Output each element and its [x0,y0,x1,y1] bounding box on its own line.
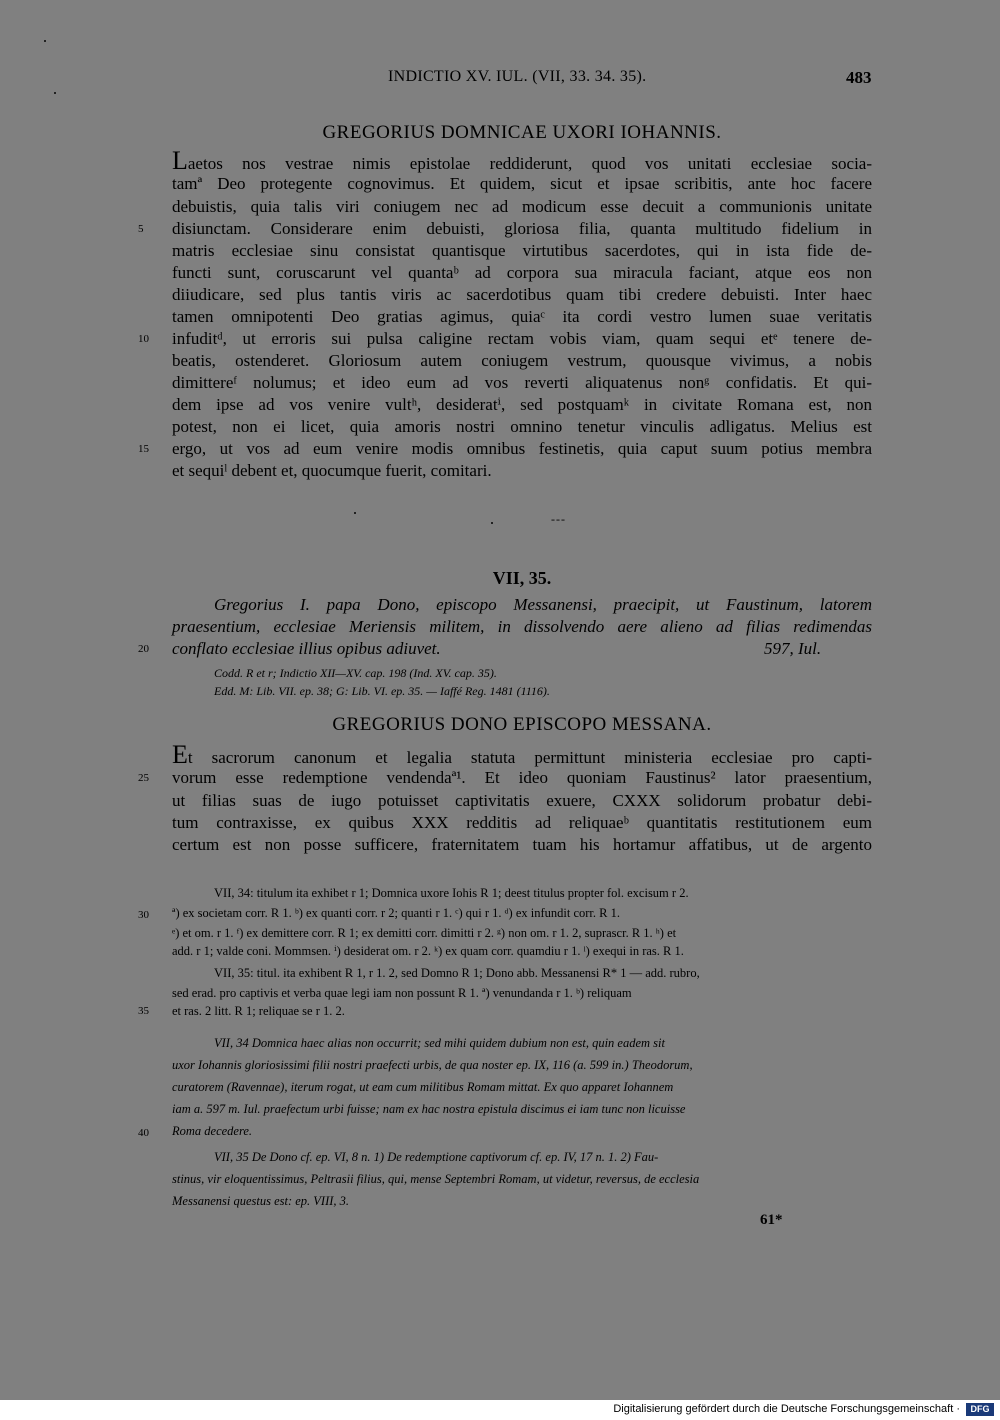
body-line: certum est non posse sufficere, fraternitatem tuam his hortamur affatibus, ut de argento [172,835,872,854]
apparatus-line: et ras. 2 litt. R 1; reliquae se r 1. 2. [172,1004,345,1018]
commentary-line: VII, 35 De Dono cf. ep. VI, 8 n. 1) De redemptione captivorum cf. ep. IV, 17 n. 1. 2) Fau- [214,1150,659,1164]
commentary-line: Messanensi questus est: ep. VIII, 3. [172,1194,350,1208]
summary-line: conflato ecclesiae illius opibus adiuvet. [172,639,441,658]
commentary-line: curatorem (Ravennae), iterum rogat, ut eam cum militibus Romam mittat. Ex quo apparet Iohannem [172,1080,674,1094]
running-header: INDICTIO XV. IUL. (VII, 33. 34. 35). [388,68,647,85]
letter-title: GREGORIUS DONO EPISCOPO MESSANA. [332,714,712,735]
body-line: beatis, ostenderet. Gloriosum autem coniugem vestrum, quousque vivimus, a nobis [172,351,872,370]
body-line: Laetos nos vestrae nimis epistolae reddiderunt, quod vos unitati ecclesiae socia- [172,146,872,175]
scan-speck [491,522,493,524]
body-line: disiunctam. Considerare enim debuisti, gloriosa filia, quanta multitudo fidelium in [172,219,872,238]
drop-cap: E [172,740,188,769]
line-number: 25 [138,772,149,784]
scan-speck [354,512,356,514]
line-number: 10 [138,333,149,345]
body-line: functi sunt, coruscarunt vel quantaᵇ ad corpora sua miracula faciant, atque eos non [172,263,872,282]
body-line: Et sacrorum canonum et legalia statuta permittunt ministeria ecclesiae pro capti- [172,740,872,769]
summary-line: praesentium, ecclesiae Meriensis militem, in dissolvendo aere alieno ad filias redimendas [172,617,872,636]
apparatus-line: VII, 35: titul. ita exhibent R 1, r 1. 2, sed Domno R 1; Dono abb. Messanensi R* 1 — add. rubro, [214,966,700,980]
line-number: 15 [138,443,149,455]
line-number: 30 [138,909,149,921]
body-line: dem ipse ad vos venire vultʰ, desideratⁱ, sed postquamᵏ in civitate Romana est, non [172,395,872,414]
body-line: tum contraxisse, ex quibus XXX redditis ad reliquaeᵇ quantitatis restitutionem eum [172,813,872,832]
body-line: vorum esse redemptione vendendaª¹. Et ideo quoniam Faustinus² lator praesentium, [172,768,872,787]
body-line: diiudicare, sed plus tantis viris ac sacerdotibus quam tibi credere debuisti. Inter haec [172,285,872,304]
summary-line: Gregorius I. papa Dono, episcopo Messanensi, praecipit, ut Faustinum, latorem [214,595,872,614]
commentary-line: Roma decedere. [172,1124,253,1138]
commentary-line: uxor Iohannis gloriosissimi filii nostri praefecti urbis, de qua noster ep. IX, 116 (a. 599 in.) Theodorum, [172,1058,693,1072]
body-line: matris ecclesiae sinu consistat quantisque virtutibus sacerdotes, qui in ista fide de- [172,241,872,260]
signature-mark: 61* [760,1212,783,1228]
section-number: VII, 35. [492,568,552,588]
drop-cap: L [172,146,188,175]
commentary-line: stinus, vir eloquentissimus, Peltrasii filius, qui, mense Septembri Romam, ut videtur, reversus, de ecclesia [172,1172,700,1186]
line-number: 20 [138,643,149,655]
line-number: 5 [138,223,144,235]
letter-date: 597, Iul. [764,639,822,658]
commentary-line: iam a. 597 m. Iul. praefectum urbi fuisse; nam ex hac nostra epistula discimus ei iam tunc non licuisse [172,1102,686,1116]
apparatus-line: add. r 1; valde coni. Mommsen. ⁱ) desiderat om. r 2. ᵏ) ex quam corr. quamdiu r 1. ˡ) exequi in ras. R 1. [172,944,684,958]
commentary-line: VII, 34 Domnica haec alias non occurrit; sed mihi quidem dubium non est, quin eadem sit [214,1036,665,1050]
line-number: 40 [138,1127,149,1139]
letter-title: GREGORIUS DOMNICAE UXORI IOHANNIS. [322,122,722,143]
scan-speck [54,92,56,94]
body-line: potest, non ei licet, quia amoris nostri omnino tenetur vinculis adligatus. Melius est [172,417,872,436]
section-divider: --- [551,512,566,526]
body-line: debuistis, quia talis viri coniugem nec ad modicum esse decuit a communionis unitate [172,197,872,216]
body-line: infuditᵈ, ut erroris sui pulsa caligine rectam vobis viam, quam sequi etᵉ tenere de- [172,329,872,348]
banner-text: Digitalisierung gefördert durch die Deutsche Forschungsgemeinschaft · [613,1403,960,1415]
dfg-logo-icon: DFG [966,1403,994,1416]
body-line: et sequiˡ debent et, quocumque fuerit, comitari. [172,461,492,480]
scan-speck [44,40,46,42]
page-number: 483 [846,68,872,87]
body-line: dimittereᶠ nolumus; et ideo eum ad vos reverti aliquatenus nonᵍ confidatis. Et qui- [172,373,872,392]
apparatus-line: sed erad. pro captivis et verba quae legi iam non possunt R 1. ª) venundanda r 1. ᵇ) reliquam [172,986,632,1000]
body-line: ut filias suas de iugo potuisset captivitatis exuere, CXXX solidorum probatur debi- [172,791,872,810]
apparatus-line: ᵉ) et om. r 1. ᶠ) ex demittere corr. R 1; ex demitti corr. dimitti r 2. ᵍ) non om. r 1. 2, suprascr. R 1. ʰ) et [172,926,677,940]
body-line: tamª Deo protegente cognovimus. Et quidem, sicut et ipsae scribitis, ante hoc facere [172,174,872,193]
codices-line: Codd. R et r; Indictio XII—XV. cap. 198 (Ind. XV. cap. 35). [214,666,497,680]
line-number: 35 [138,1005,149,1017]
editions-line: Edd. M: Lib. VII. ep. 38; G: Lib. VI. ep. 35. — Iaffé Reg. 1481 (1116). [214,684,550,698]
body-line: ergo, ut vos ad eum venire modis omnibus festinetis, quia caput suum potius membra [172,439,872,458]
body-line: tamen omnipotenti Deo gratias agimus, quiaᶜ ita cordi vestro lumen suae veritatis [172,307,872,326]
digitization-banner [0,1400,1000,1420]
apparatus-line: ª) ex societam corr. R 1. ᵇ) ex quanti corr. r 2; quanti r 1. ᶜ) qui r 1. ᵈ) ex infundit corr. R 1. [172,906,620,920]
apparatus-line: VII, 34: titulum ita exhibet r 1; Domnica uxore Iohis R 1; deest titulus propter fol. excisum r 2. [214,886,689,900]
